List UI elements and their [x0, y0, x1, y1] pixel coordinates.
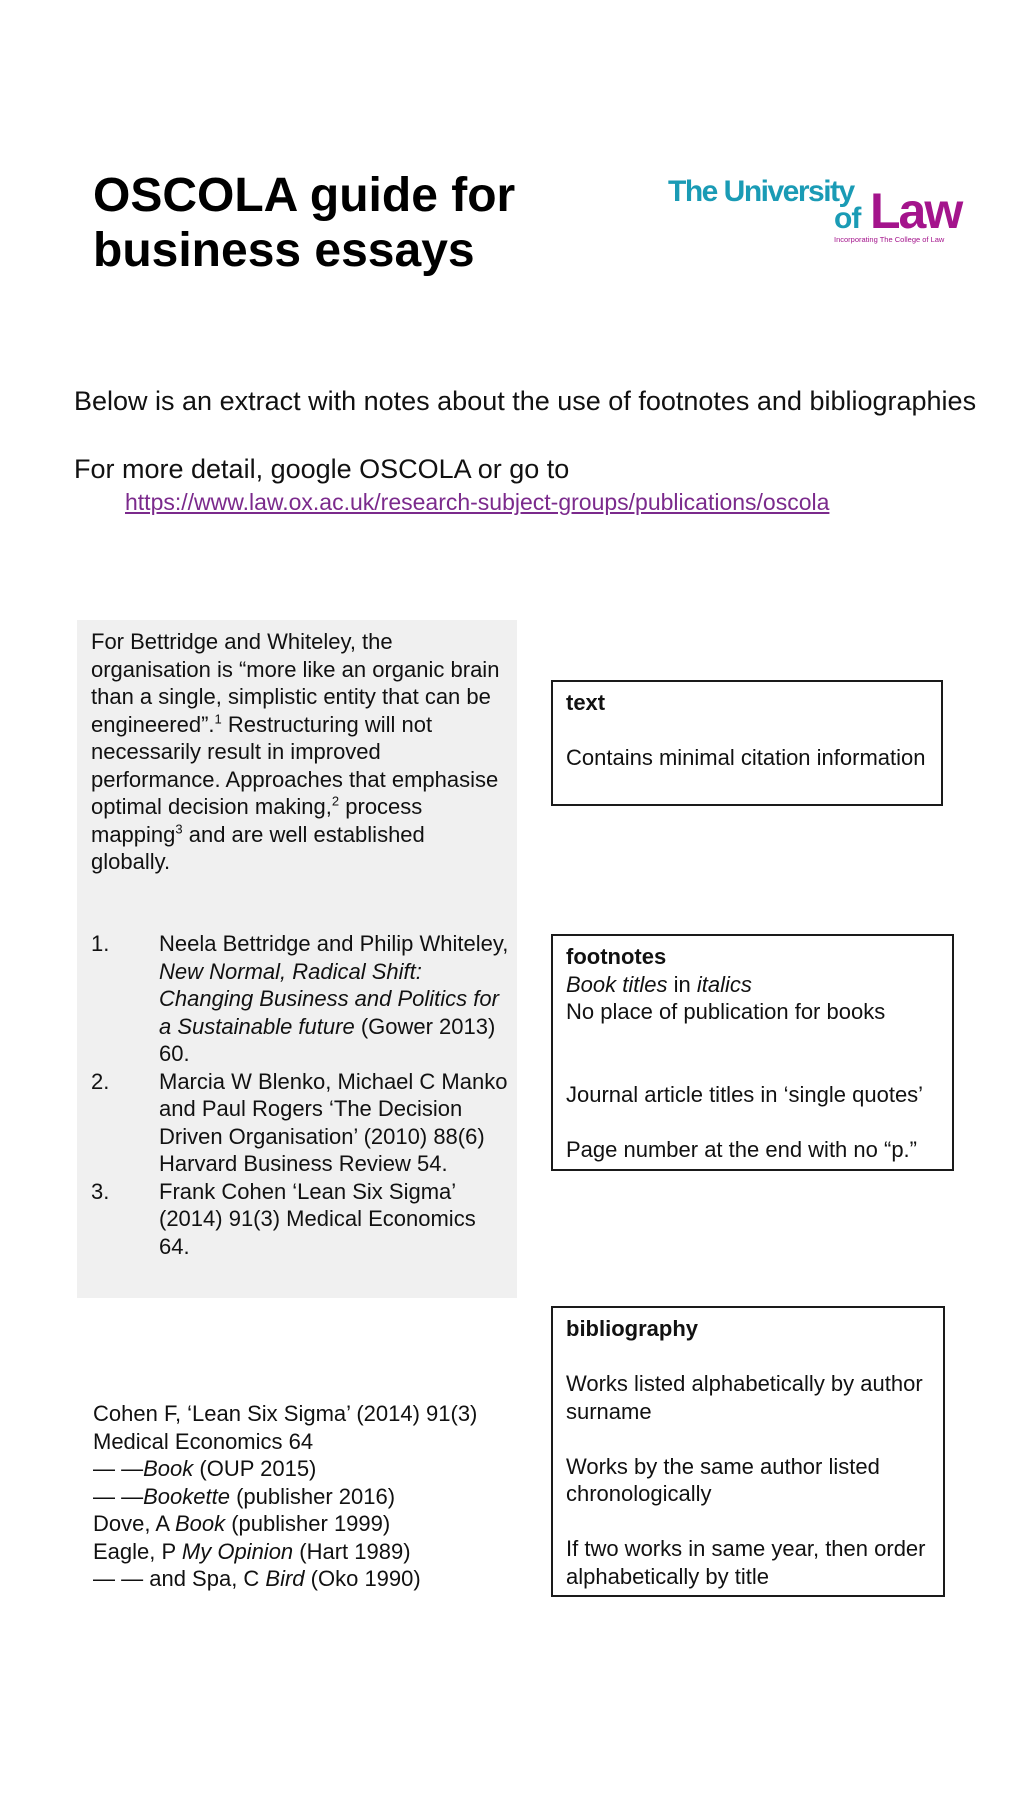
- extract-part2: Restructuring will not necessarily result in improved performance. Approaches that emphasise optimal decision making,: [91, 711, 499, 819]
- bib-text-end: (publisher 2016): [229, 1483, 396, 1509]
- footnote-text: Marcia W Blenko, Michael C Manko and Paul Rogers ‘The Decision Driven Organisation’ (2010) 88(6) Harvard Business Review 54.: [159, 1068, 508, 1176]
- footnotes-note-line: Page number at the end with no “p.”: [566, 1136, 917, 1162]
- logo-of: of: [834, 202, 861, 235]
- footnotes-note-line: No place of publication for books: [566, 999, 886, 1024]
- text-note-heading: text: [566, 690, 606, 715]
- bib-title: My Opinion: [181, 1538, 294, 1564]
- logo-tagline: Incorporating The College of Law: [834, 235, 945, 244]
- bib-text: — —: [93, 1483, 144, 1509]
- bib-title: Book: [143, 1456, 194, 1481]
- bib-text: Eagle, P: [93, 1538, 182, 1564]
- italic-text: Book titles: [566, 971, 668, 997]
- bib-text-end: (publisher 1999): [225, 1511, 391, 1536]
- bib-text: — — and Spa, C: [93, 1566, 266, 1591]
- footnote-number: 2.: [91, 1068, 110, 1094]
- bibliography-entry: [93, 1483, 533, 1511]
- footnote-number: 1.: [91, 931, 110, 956]
- bib-title: Book: [174, 1511, 226, 1536]
- bibliography-entry: [93, 1510, 533, 1538]
- bib-title: Bird: [265, 1566, 305, 1591]
- detail-text: For more detail, google OSCOLA or go to: [74, 454, 570, 484]
- footnotes-note-line: Journal article titles in ‘single quotes’: [566, 1081, 924, 1107]
- footnotes-note-line: [566, 971, 939, 999]
- bibliography-entry: [93, 1538, 533, 1566]
- bibliography-note-heading: bibliography: [566, 1316, 698, 1341]
- bibliography-note-line: If two works in same year, then order alphabetically by title: [566, 1536, 926, 1589]
- bib-text-end: (Hart 1989): [293, 1538, 411, 1564]
- intro-text: Below is an extract with notes about the use of footnotes and bibliographies: [74, 386, 977, 416]
- footnote-item: [91, 1068, 511, 1178]
- extract-part1: For Bettridge and Whiteley, the organisation is “more like an organic brain than a single, simplistic entity that can be engineered”.: [91, 629, 500, 737]
- footnote-ref-2: 2: [331, 793, 340, 809]
- footnotes-note-heading: footnotes: [566, 944, 667, 969]
- bibliography-entry: [93, 1455, 533, 1483]
- university-of-law-logo: [664, 168, 984, 248]
- bib-text: — —: [93, 1456, 144, 1481]
- footnote-book-title: New Normal, Radical Shift: Changing Business and Politics for a Sustainable future: [159, 958, 499, 1039]
- extract-paragraph: [91, 628, 506, 876]
- extract-part3: process mapping: [91, 794, 423, 847]
- text-note-box: [551, 680, 943, 806]
- footnote-list: [91, 930, 511, 1260]
- footnotes-note-box: [551, 934, 954, 1171]
- italic-text: italics: [696, 971, 752, 997]
- bibliography-entry: [93, 1565, 533, 1593]
- logo-line1: The University: [668, 175, 854, 208]
- text-note-line: Contains minimal citation information: [566, 745, 926, 770]
- page-title: OSCOLA guide for business essays: [93, 169, 516, 277]
- footnote-ref-1: 1: [214, 711, 222, 727]
- footnote-text: Frank Cohen ‘Lean Six Sigma’ (2014) 91(3) Medical Economics 64.: [159, 1178, 476, 1259]
- bib-text: Cohen F, ‘Lean Six Sigma’ (2014) 91(3) Medical Economics 64: [93, 1401, 478, 1454]
- footnote-ref-3: 3: [175, 821, 183, 837]
- footnote-number: 3.: [91, 1178, 110, 1204]
- footnote-item: [91, 1178, 511, 1261]
- logo-law: Law: [870, 183, 962, 239]
- bibliography-note-box: [551, 1306, 945, 1597]
- plain-text: in: [667, 971, 697, 997]
- bib-text-end: (Oko 1990): [304, 1566, 421, 1591]
- extract-part4: and are well established globally.: [91, 821, 425, 874]
- bibliography-list: [93, 1400, 533, 1593]
- oscola-link[interactable]: https://www.law.ox.ac.uk/research-subject-groups/publications/oscola: [125, 489, 830, 515]
- bibliography-note-line: Works listed alphabetically by author surname: [566, 1371, 923, 1424]
- bibliography-note-line: Works by the same author listed chronologically: [566, 1453, 880, 1506]
- footnote-item: [91, 930, 511, 1068]
- footnote-text: Neela Bettridge and Philip Whiteley,: [159, 931, 509, 956]
- bib-text: Dove, A: [93, 1511, 175, 1536]
- bibliography-entry: [93, 1400, 533, 1455]
- bib-text-end: (OUP 2015): [193, 1456, 317, 1481]
- bib-title: Bookette: [143, 1483, 230, 1509]
- footnote-text-end: (Gower 2013) 60.: [159, 1013, 496, 1066]
